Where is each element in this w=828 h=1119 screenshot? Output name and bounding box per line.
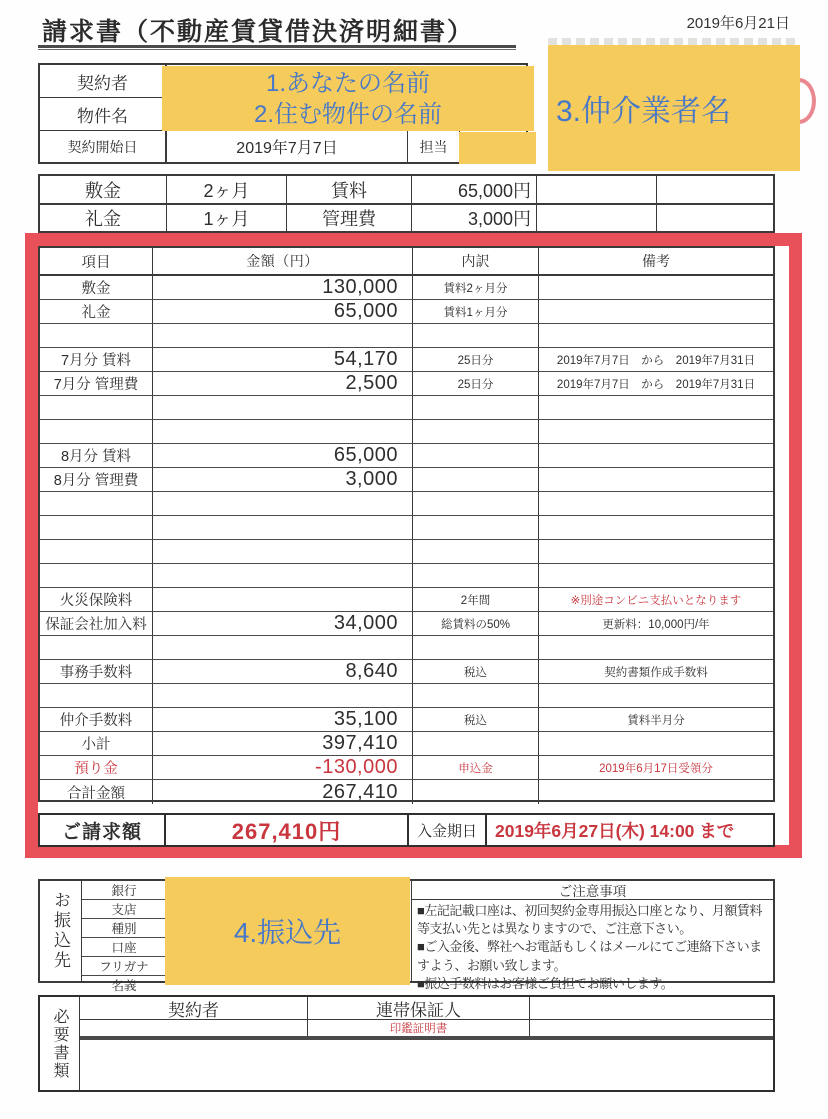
invoice-cell-item <box>40 684 152 707</box>
bank-field-labels <box>82 881 167 993</box>
invoice-cell-note: 2019年7月7日 から 2019年7月31日 <box>538 348 773 371</box>
invoice-cell-amount: 35,100 <box>152 708 412 731</box>
invoice-cell-detail <box>412 732 538 755</box>
terms-row <box>40 205 773 231</box>
invoice-row <box>40 660 773 684</box>
invoice-cell-amount: 54,170 <box>152 348 412 371</box>
annotation-agency: 3.仲介業者名 <box>548 45 800 171</box>
staff-cover-box <box>459 132 536 164</box>
invoice-cell-amount <box>152 324 412 347</box>
invoice-table <box>38 246 775 802</box>
invoice-cell-amount: 2,500 <box>152 372 412 395</box>
invoice-cell-detail <box>412 420 538 443</box>
note-line: ■左記記載口座は、初回契約金専用振込口座となり、月額賃料等支払い先とは異なりますので、ご注意下さい。 <box>417 903 762 937</box>
documents-cell <box>80 1020 308 1036</box>
invoice-row <box>40 420 773 444</box>
invoice-cell-amount <box>152 492 412 515</box>
invoice-cell-detail <box>412 444 538 467</box>
invoice-cell-item: 事務手数料 <box>59 665 133 681</box>
note-line: ■ご入金後、弊社へお電話もしくはメールにてご連絡下さいますよう、お願い致します。 <box>417 939 762 973</box>
invoice-header-row <box>40 248 773 276</box>
invoice-cell-item: 8月分 賃料 <box>60 449 132 465</box>
invoice-cell-item: 預り金 <box>74 761 118 777</box>
invoice-cell-detail: 総賃料の50% <box>412 612 538 635</box>
invoice-cell-amount <box>152 516 412 539</box>
documents-row <box>80 1020 773 1037</box>
notes-body <box>412 900 773 995</box>
invoice-row <box>40 372 773 396</box>
invoice-cell-item: 礼金 <box>81 305 111 321</box>
invoice-cell-item <box>40 396 152 419</box>
terms-cell: 敷金 <box>40 176 167 203</box>
terms-cell: 3,000円 <box>412 205 537 231</box>
page-title: 請求書（不動産賃貸借決済明細書） <box>42 18 475 46</box>
invoice-cell-note <box>538 468 773 491</box>
invoice-cell-amount <box>152 564 412 587</box>
invoice-cell-note <box>538 516 773 539</box>
invoice-cell-item: 7月分 賃料 <box>60 353 132 369</box>
bank-vertical-label: お振込先 <box>40 881 82 981</box>
bank-field-label: 支店 <box>82 900 166 919</box>
invoice-row <box>40 780 773 804</box>
invoice-cell-item <box>40 564 152 587</box>
invoice-cell-note: 2019年6月17日受領分 <box>538 756 773 779</box>
invoice-cell-item <box>40 324 152 347</box>
note-line: ■振込手数料はお客様ご負担でお願いします。 <box>417 975 674 991</box>
invoice-row <box>40 468 773 492</box>
invoice-row <box>40 732 773 756</box>
annotation-property-name: 2.住む物件の名前 <box>253 101 442 128</box>
obscured-agency-text <box>548 38 798 45</box>
terms-cell <box>537 205 657 231</box>
invoice-cell-detail: 賃料1ヶ月分 <box>412 300 538 323</box>
invoice-row <box>40 300 773 324</box>
contract-row-start <box>40 131 526 162</box>
invoice-cell-detail: 申込金 <box>412 756 538 779</box>
invoice-row <box>40 444 773 468</box>
contractor-label: 契約者 <box>40 65 167 97</box>
issue-date: 2019年6月21日 <box>686 15 790 32</box>
invoice-row <box>40 588 773 612</box>
documents-vertical-label: 必要書類 <box>40 997 80 1090</box>
invoice-cell-note: 賃料半月分 <box>538 708 773 731</box>
due-date-label: 入金期日 <box>407 815 487 845</box>
billing-amount: 267,410円 <box>164 815 407 845</box>
documents-header-extra <box>530 997 773 1019</box>
invoice-cell-note <box>538 444 773 467</box>
invoice-cell-item: 仲介手数料 <box>59 713 133 729</box>
invoice-row <box>40 708 773 732</box>
invoice-row <box>40 564 773 588</box>
terms-cell: 賃料 <box>287 176 412 203</box>
notes-title: ご注意事項 <box>412 881 773 900</box>
documents-header-row <box>80 997 773 1020</box>
annotation-bank: 4.振込先 <box>165 877 410 985</box>
invoice-cell-amount: 65,000 <box>152 444 412 467</box>
property-label: 物件名 <box>40 98 167 130</box>
invoice-cell-detail: 25日分 <box>412 348 538 371</box>
invoice-cell-note <box>538 684 773 707</box>
invoice-cell-item <box>40 636 152 659</box>
invoice-row <box>40 324 773 348</box>
bank-field-label: 口座 <box>82 938 166 957</box>
documents-header-contractor: 契約者 <box>80 997 308 1019</box>
invoice-cell-amount <box>152 684 412 707</box>
terms-cell <box>657 205 773 231</box>
invoice-cell-amount: 65,000 <box>152 300 412 323</box>
invoice-cell-detail: 賃料2ヶ月分 <box>412 276 538 299</box>
invoice-cell-detail <box>412 468 538 491</box>
invoice-header-amount: 金額（円） <box>152 248 412 274</box>
invoice-cell-detail <box>412 540 538 563</box>
invoice-header-note: 備考 <box>538 248 773 274</box>
terms-cell <box>657 176 773 203</box>
invoice-cell-note <box>538 324 773 347</box>
terms-table <box>38 174 775 233</box>
invoice-cell-item: 小計 <box>81 737 111 753</box>
documents-header-guarantor: 連帯保証人 <box>308 997 530 1019</box>
invoice-cell-note <box>538 636 773 659</box>
annotation-name-property <box>162 66 534 131</box>
invoice-cell-item <box>40 420 152 443</box>
invoice-cell-item: 7月分 管理費 <box>53 377 139 393</box>
bank-field-label: フリガナ <box>82 957 166 976</box>
bank-field-label: 種別 <box>82 919 166 938</box>
title-underline <box>38 45 516 50</box>
invoice-row <box>40 756 773 780</box>
invoice-cell-note: ※別途コンビニ支払いとなります <box>538 588 773 611</box>
invoice-cell-amount: -130,000 <box>152 756 412 779</box>
invoice-cell-note <box>538 300 773 323</box>
bank-field-label: 名義 <box>111 979 137 993</box>
start-date-label: 契約開始日 <box>40 131 167 162</box>
invoice-cell-detail <box>412 516 538 539</box>
invoice-cell-item: 8月分 管理費 <box>53 473 139 489</box>
invoice-cell-note <box>538 420 773 443</box>
invoice-cell-detail: 25日分 <box>412 372 538 395</box>
invoice-cell-amount: 397,410 <box>152 732 412 755</box>
documents-table <box>38 995 775 1092</box>
invoice-cell-amount: 130,000 <box>152 276 412 299</box>
invoice-header-item: 項目 <box>81 254 111 271</box>
invoice-cell-item <box>40 516 152 539</box>
invoice-cell-note: 契約書類作成手数料 <box>538 660 773 683</box>
invoice-cell-detail <box>412 636 538 659</box>
invoice-cell-amount: 3,000 <box>152 468 412 491</box>
invoice-row <box>40 492 773 516</box>
invoice-cell-amount: 34,000 <box>152 612 412 635</box>
invoice-cell-detail <box>412 780 538 804</box>
billing-label: ご請求額 <box>61 821 142 843</box>
invoice-cell-detail <box>412 564 538 587</box>
terms-cell: 管理費 <box>287 205 412 231</box>
invoice-cell-detail: 税込 <box>412 660 538 683</box>
invoice-cell-item: 敷金 <box>81 281 111 297</box>
invoice-cell-note <box>538 540 773 563</box>
invoice-cell-amount <box>152 588 412 611</box>
invoice-header-detail: 内訳 <box>412 248 538 274</box>
invoice-row <box>40 636 773 660</box>
invoice-cell-note <box>538 564 773 587</box>
invoice-row <box>40 684 773 708</box>
invoice-cell-note <box>538 780 773 804</box>
invoice-cell-item: 合計金額 <box>67 785 125 802</box>
invoice-cell-item: 保証会社加入料 <box>45 617 147 633</box>
invoice-row <box>40 540 773 564</box>
terms-cell: 1ヶ月 <box>167 205 287 231</box>
invoice-cell-amount: 267,410 <box>152 780 412 804</box>
invoice-cell-item <box>40 540 152 563</box>
bank-field-label: 銀行 <box>82 881 166 900</box>
documents-cell <box>530 1020 773 1036</box>
invoice-cell-note <box>538 492 773 515</box>
bank-notes <box>412 881 773 991</box>
terms-cell: 65,000円 <box>412 176 537 203</box>
invoice-row <box>40 396 773 420</box>
invoice-cell-note: 2019年7月7日 から 2019年7月31日 <box>538 372 773 395</box>
invoice-row <box>40 348 773 372</box>
invoice-cell-detail: 税込 <box>412 708 538 731</box>
invoice-cell-note: 更新料：10,000円/年 <box>538 612 773 635</box>
invoice-cell-item: 火災保険料 <box>59 593 133 609</box>
staff-label: 担当 <box>407 131 460 162</box>
invoice-cell-note <box>538 276 773 299</box>
billing-table <box>38 813 775 847</box>
invoice-cell-amount <box>152 636 412 659</box>
invoice-cell-amount <box>152 420 412 443</box>
invoice-row <box>40 276 773 300</box>
due-date-value: 2019年6月27日(木) 14:00 まで <box>495 820 735 841</box>
terms-cell: 2ヶ月 <box>167 176 287 203</box>
terms-cell <box>537 176 657 203</box>
invoice-cell-detail <box>412 684 538 707</box>
invoice-cell-detail <box>412 396 538 419</box>
start-date-value: 2019年7月7日 <box>236 140 338 157</box>
documents-row <box>80 1039 773 1040</box>
invoice-cell-amount <box>152 540 412 563</box>
invoice-cell-detail: 2年間 <box>412 588 538 611</box>
invoice-cell-note <box>538 732 773 755</box>
invoice-cell-item <box>40 492 152 515</box>
invoice-cell-note <box>538 396 773 419</box>
invoice-cell-amount <box>152 396 412 419</box>
annotation-your-name: 1.あなたの名前 <box>265 70 430 97</box>
invoice-cell-detail <box>412 492 538 515</box>
invoice-cell-amount: 8,640 <box>152 660 412 683</box>
terms-cell: 礼金 <box>40 205 167 231</box>
invoice-row <box>40 612 773 636</box>
invoice-row <box>40 516 773 540</box>
invoice-cell-detail <box>412 324 538 347</box>
documents-cell: 印鑑証明書 <box>308 1020 530 1036</box>
terms-row <box>40 176 773 205</box>
